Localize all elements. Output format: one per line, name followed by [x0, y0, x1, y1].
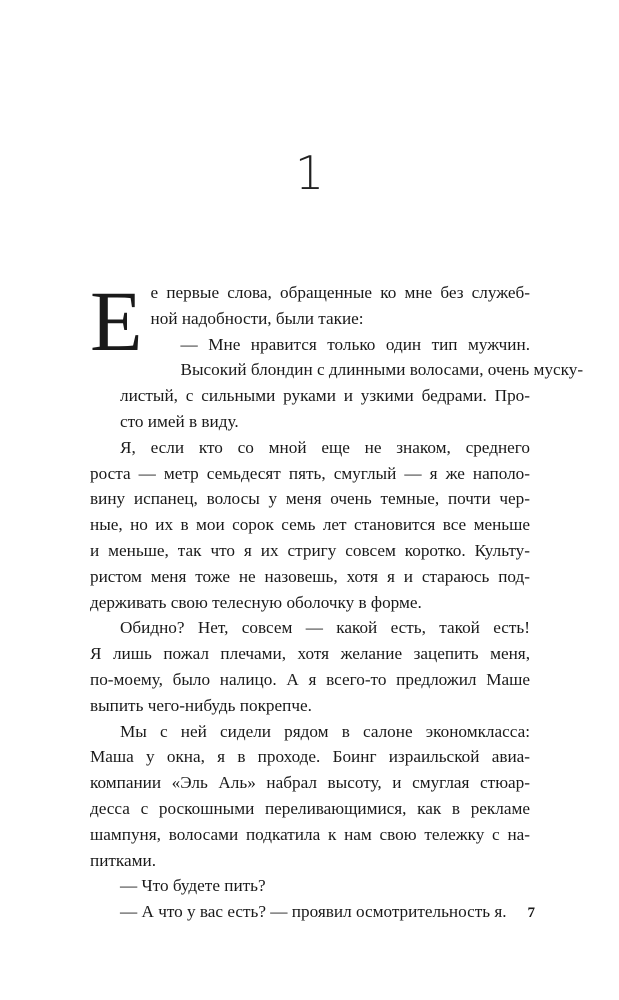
text-line: роста — метр семьдесят пять, смуглый — я же наполо- — [90, 463, 530, 483]
paragraph-6 — [90, 873, 530, 899]
text-line: — А что у вас есть? — проявил осмотрительность я. — [120, 902, 507, 922]
text-line: компании «Эль Аль» набрал высоту, и смуглая стюар- — [90, 773, 530, 793]
text-line: Высокий блондин с длинными волосами, очень муску- — [180, 360, 584, 380]
text-line: Я, если кто со мной еще не знаком, среднего — [120, 437, 530, 457]
text-line: держивать свою телесную оболочку в форме. — [90, 592, 422, 612]
chapter-number: 1 — [294, 146, 325, 200]
text-line: е первые слова, обращенные ко мне без служеб- — [150, 283, 530, 302]
text-line: — Что будете пить? — [120, 876, 266, 896]
text-line: Маша у окна, я в проходе. Боинг израильской авиа- — [90, 747, 530, 767]
text-line: Обидно? Нет, совсем — какой есть, такой есть! — [120, 618, 530, 638]
text-line: ные, но их в мои сорок семь лет становится все меньше — [90, 515, 530, 535]
text-line: по-моему, было налицо. А я всего-то предложил Маше — [90, 669, 530, 689]
text-line: ристом меня тоже не назовешь, хотя я и стараюсь под- — [90, 566, 530, 586]
text-line: вину испанец, волосы у меня очень темные, почти чер- — [90, 489, 530, 509]
page-number: 7 — [527, 905, 535, 921]
paragraph-7 — [90, 899, 530, 925]
text-line: и меньше, так что я их стригу совсем коротко. Культу- — [90, 540, 530, 560]
paragraph-3 — [90, 435, 530, 616]
drop-cap: Е — [90, 273, 143, 369]
text-line: ной надобности, были такие: — [150, 308, 364, 328]
text-line: выпить чего-нибудь покрепче. — [90, 695, 312, 715]
text-line: шампуня, волосами подкатила к нам свою тележку с на- — [90, 824, 530, 844]
text-line: Я лишь пожал плечами, хотя желание зацепить меня, — [90, 644, 530, 664]
text-line: листый, с сильными руками и узкими бедрами. Про- — [120, 386, 530, 406]
text-line: десса с роскошными переливающимися, как в рекламе — [90, 798, 530, 818]
paragraph-2 — [90, 332, 584, 435]
text-line: питками. — [90, 850, 156, 870]
text-line: Мы с ней сидели рядом в салоне экономкласса: — [120, 721, 530, 741]
paragraph-5 — [90, 719, 530, 874]
body-text — [90, 273, 584, 925]
paragraph-4 — [90, 615, 530, 718]
text-line: — Мне нравится только один тип мужчин. — [180, 334, 530, 354]
text-line: сто имей в виду. — [120, 411, 239, 431]
